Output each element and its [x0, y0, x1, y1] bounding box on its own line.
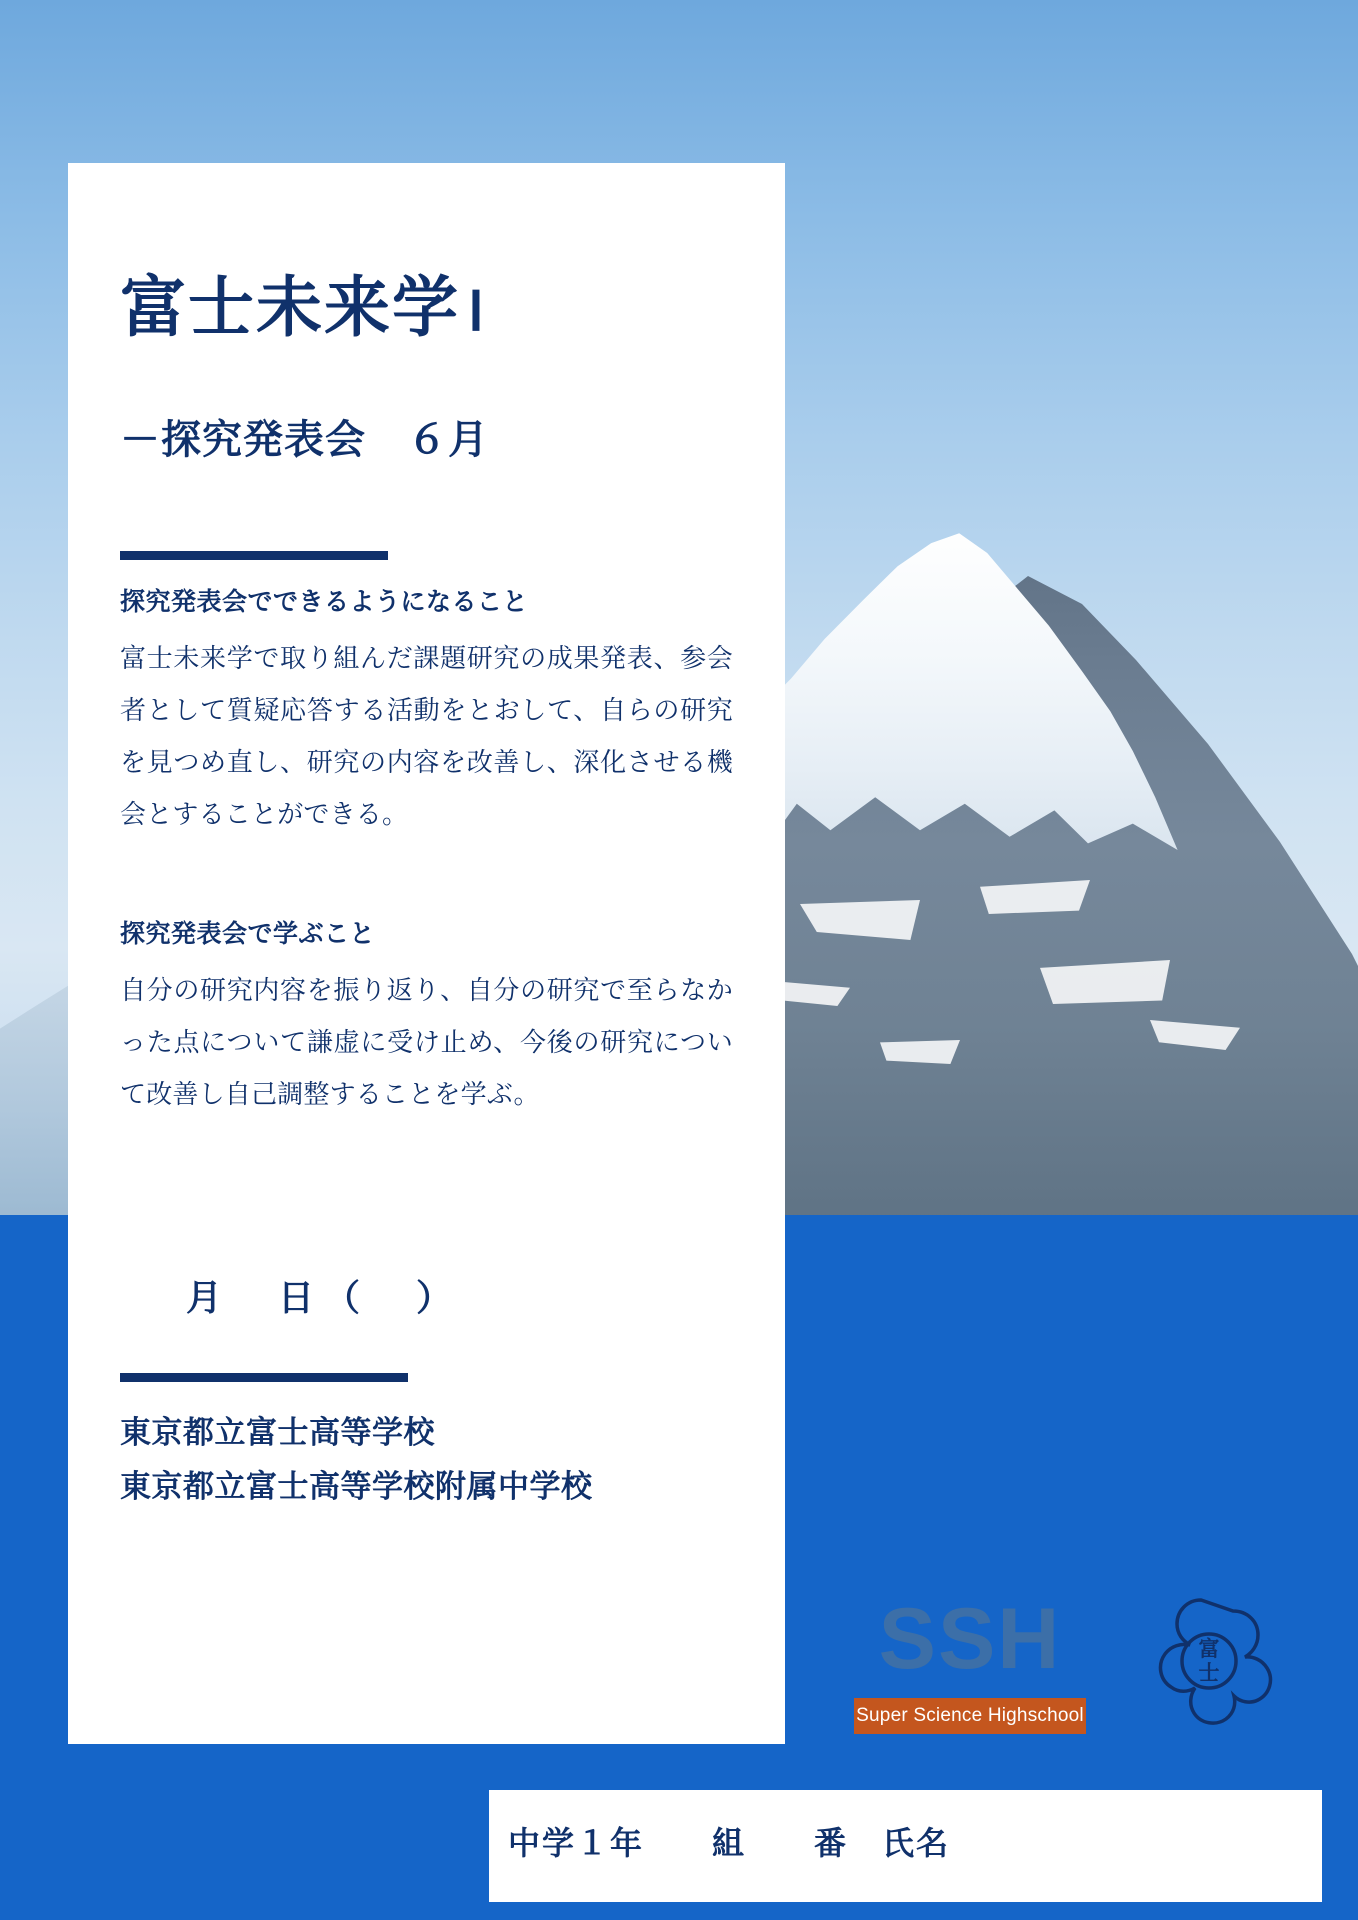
page-title-numeral: Ⅰ [468, 282, 486, 342]
date-entry-line[interactable]: 月 日（ ） [186, 1276, 463, 1318]
snow-streak [880, 1040, 960, 1064]
ssh-logo-subtitle: Super Science Highschool [854, 1698, 1086, 1734]
student-name-box[interactable] [489, 1790, 1322, 1902]
section-body-learning: 自分の研究内容を振り返り、自分の研究で至らなかった点について謙虚に受け止め、今後の研究について改善し自己調整することを学ぶ。 [120, 974, 733, 1109]
section-gap [120, 840, 733, 892]
school-name-junior: 東京都立富士高等学校附属中学校 [120, 1468, 593, 1504]
svg-text:士: 士 [1198, 1661, 1220, 1685]
svg-text:富: 富 [1198, 1637, 1220, 1661]
ssh-logo-icon [854, 1591, 1086, 1734]
ssh-logo-text: SSH [878, 1591, 1062, 1687]
page-title-text: 富士未来学 [120, 270, 460, 344]
school-names [120, 1382, 733, 1515]
page-subtitle: －探究発表会 ６月 [120, 417, 489, 462]
divider-bottom [120, 1373, 408, 1382]
content-card [68, 163, 785, 1744]
page-title [120, 163, 733, 344]
student-name-label: 中学１年 組 番 氏名 [508, 1825, 951, 1861]
section-body-outcomes: 富士未来学で取り組んだ課題研究の成果発表、参会者として質疑応答する活動をとおして、自らの研究を見つめ直し、研究の内容を改善し、深化させる機会とすることができる。 [120, 642, 733, 829]
divider-top [120, 551, 388, 560]
school-crest-icon [1134, 1586, 1284, 1736]
section-heading-outcomes: 探究発表会でできるようになること [120, 587, 529, 616]
section-heading-learning: 探究発表会で学ぶこと [120, 919, 376, 948]
school-name-high: 東京都立富士高等学校 [120, 1414, 435, 1450]
